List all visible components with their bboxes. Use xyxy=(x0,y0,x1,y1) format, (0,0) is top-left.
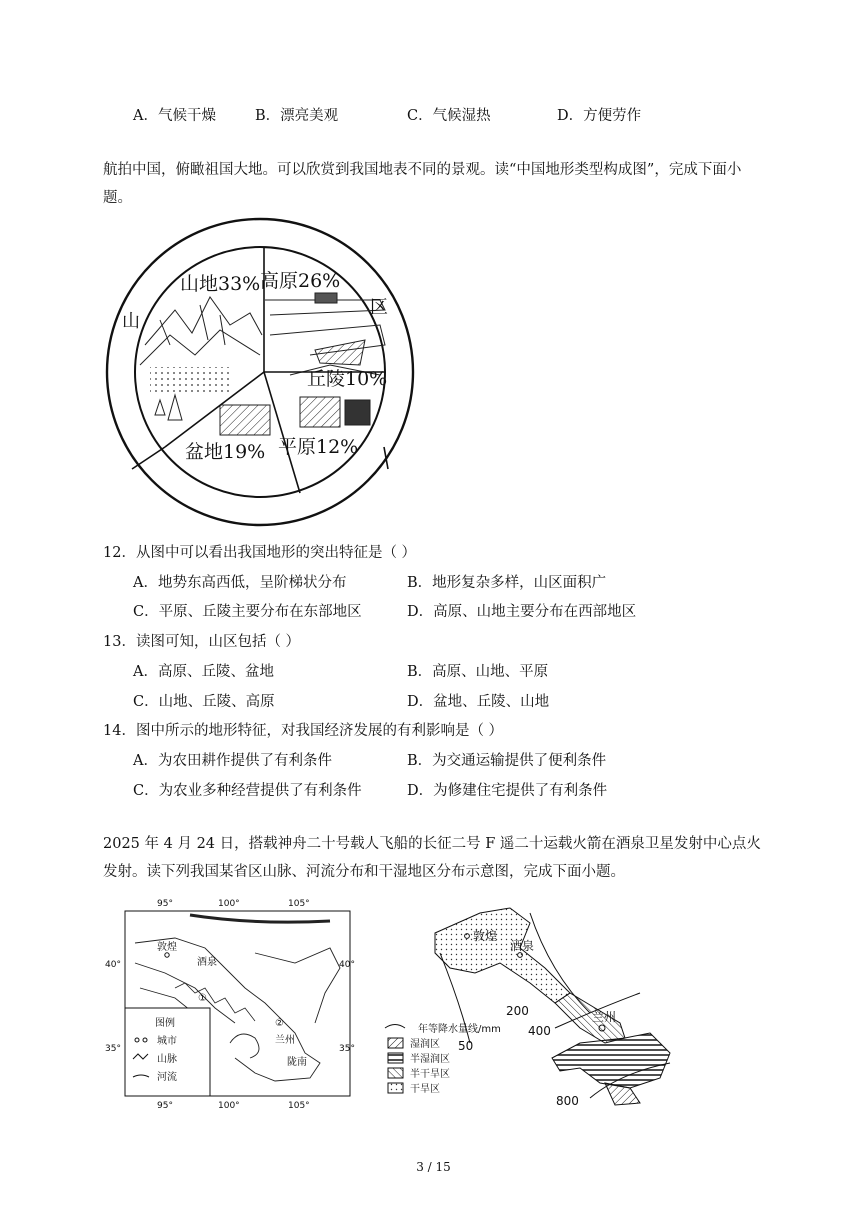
q13-stem: 13．读图可知，山区包括（ ） xyxy=(103,634,301,650)
isohyet-800: 800 xyxy=(556,1094,579,1108)
isohyet-legend: 年等降水量线/mm xyxy=(418,1024,501,1035)
map2-city-lanzhou: 兰州 xyxy=(592,1010,617,1024)
page-number: 3 / 15 xyxy=(416,1160,451,1174)
slice-label-mountain: 山地33% xyxy=(180,273,261,295)
q14-option-c: C．为农业多种经营提供了有利条件 xyxy=(133,783,362,799)
map1-legend-river: 河流 xyxy=(157,1072,177,1083)
province-mountain-river-map xyxy=(105,893,360,1113)
slice-label-plateau: 高原26% xyxy=(260,270,341,292)
lat-label-35-left: 35° xyxy=(105,1044,121,1054)
intro-paragraph-1: 航拍中国，俯瞰祖国大地。可以欣赏到我国地表不同的景观。读“中国地形类型构成图”，完成下面小题。 xyxy=(103,162,742,206)
q11-option-b: B．漂亮美观 xyxy=(255,108,339,124)
lat-label-40-left: 40° xyxy=(105,960,121,970)
q14-option-a: A．为农田耕作提供了有利条件 xyxy=(133,753,332,769)
legend-humid: 湿润区 xyxy=(410,1039,440,1050)
q12-option-a: A．地势东高西低，呈阶梯状分布 xyxy=(133,575,347,591)
map2-city-jiuquan: 酒泉 xyxy=(510,939,535,953)
lon-label-95-bottom: 95° xyxy=(157,1101,173,1111)
isohyet-400: 400 xyxy=(528,1024,551,1038)
lon-label-100-top: 100° xyxy=(218,899,240,909)
ring-label-left: 山 xyxy=(122,311,140,332)
legend-semi-arid: 半干旱区 xyxy=(410,1069,450,1080)
arid-zone xyxy=(435,908,570,1003)
q12-option-c: C．平原、丘陵主要分布在东部地区 xyxy=(133,604,362,620)
map1-city-dunhuang: 敦煌 xyxy=(157,942,177,953)
lon-label-95-top: 95° xyxy=(157,899,173,909)
lon-label-105-bottom: 105° xyxy=(288,1101,310,1111)
q12-option-b: B．地形复杂多样，山区面积广 xyxy=(407,575,607,591)
map1-marker-2: ② xyxy=(275,1018,284,1029)
map1-marker-1: ① xyxy=(198,993,207,1004)
lat-label-35-right: 35° xyxy=(339,1044,355,1054)
map1-legend-mountain: 山脉 xyxy=(157,1054,177,1065)
semi-humid-zone xyxy=(552,1033,670,1088)
isohyet-50: 50 xyxy=(458,1039,474,1053)
legend-humid-swatch xyxy=(388,1038,403,1048)
q13-option-d: D．盆地、丘陵、山地 xyxy=(407,694,550,710)
map1-legend-title: 图例 xyxy=(155,1018,175,1029)
q11-option-a: A．气候干燥 xyxy=(133,108,216,124)
isohyet-legend-icon xyxy=(385,1025,405,1029)
q11-option-d: D．方便劳作 xyxy=(557,108,642,124)
q14-stem: 14．图中所示的地形特征，对我国经济发展的有利影响是（ ） xyxy=(103,723,504,739)
q13-option-b: B．高原、山地、平原 xyxy=(407,664,549,680)
slice-label-hill: 丘陵10% xyxy=(307,368,388,390)
isohyet-200: 200 xyxy=(506,1004,529,1018)
legend-semi-humid-swatch xyxy=(388,1053,403,1063)
intro-paragraph-2: 2025 年 4 月 24 日，搭载神舟二十号载人飞船的长征二号 F 遥二十运载火箭在酒泉卫星发射中心点火发射。读下列我国某省区山脉、河流分布和干湿地区分布示意图，完成下面小题。 xyxy=(103,836,761,880)
q12-option-d: D．高原、山地主要分布在西部地区 xyxy=(407,604,637,620)
ring-label-right: 区 xyxy=(370,297,388,318)
legend-semi-humid: 半湿润区 xyxy=(410,1054,450,1065)
q14-option-d: D．为修建住宅提供了有利条件 xyxy=(407,783,608,799)
map1-city-longnan: 陇南 xyxy=(287,1057,307,1068)
lon-label-100-bottom: 100° xyxy=(218,1101,240,1111)
map1-legend-city: 城市 xyxy=(157,1036,177,1047)
q11-option-c: C．气候湿热 xyxy=(407,108,491,124)
lon-label-105-top: 105° xyxy=(288,899,310,909)
legend-arid-swatch xyxy=(388,1083,403,1093)
legend-semi-arid-swatch xyxy=(388,1068,403,1078)
terrain-type-figure xyxy=(100,215,420,530)
q13-option-a: A．高原、丘陵、盆地 xyxy=(133,664,274,680)
slice-label-plain: 平原12% xyxy=(278,436,359,458)
dry-wet-zone-map xyxy=(380,893,690,1113)
q14-option-b: B．为交通运输提供了便利条件 xyxy=(407,753,607,769)
q13-option-c: C．山地、丘陵、高原 xyxy=(133,694,275,710)
slice-label-basin: 盆地19% xyxy=(185,441,266,463)
map1-city-lanzhou: 兰州 xyxy=(275,1035,295,1046)
q12-stem: 12．从图中可以看出我国地形的突出特征是（ ） xyxy=(103,545,417,561)
legend-arid: 干旱区 xyxy=(410,1084,440,1095)
map2-city-dunhuang: 敦煌 xyxy=(473,929,498,943)
map1-city-jiuquan: 酒泉 xyxy=(197,957,217,968)
lat-label-40-right: 40° xyxy=(339,960,355,970)
q11-options xyxy=(133,104,733,124)
